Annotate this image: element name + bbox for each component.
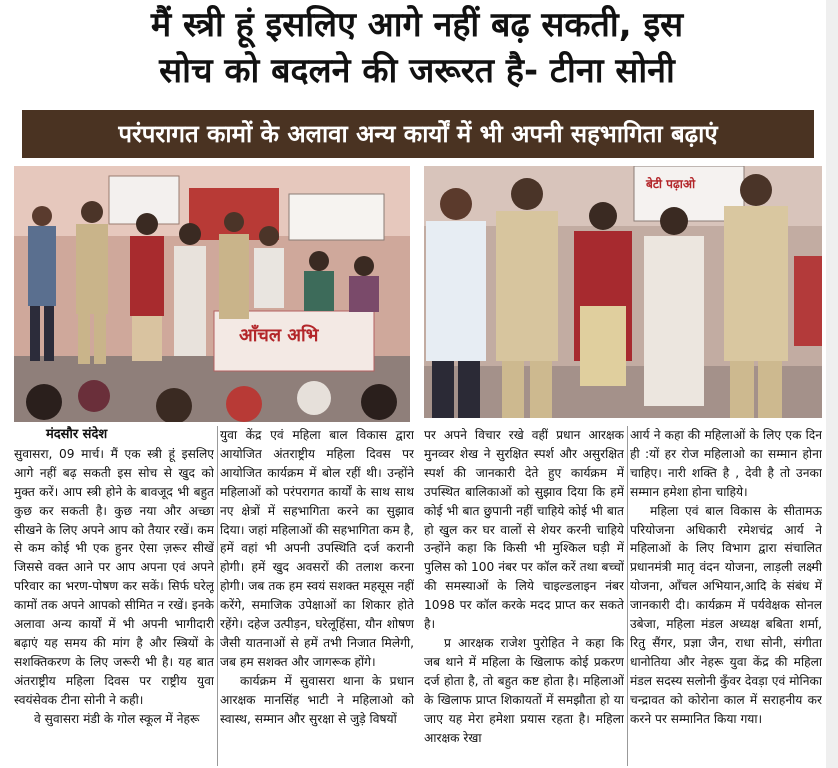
headline-line-2: सोच को बदलने की जरूरत है- टीना सोनी [159,51,675,91]
column-4-paragraph-2: महिला एवं बाल विकास के सीतामऊ परियोजना अधिकारी रमेशचंद्र आर्य ने महिलाओं के लिए विभाग द्वारा संचालित प्रधानमंत्री मातृ वंदन योजना, लाड़ली लक्ष्मी योजना, आँचल अभियान,आदि के संबंध में जानकारी दी। कार्यक्रम में पर्यवेक्षक सोनल उबेजा, महिला मंडल अध्यक्ष बबिता शर्मा, रितु सैंगर, प्रज्ञा जैन, राधा सोनी, संगीता धानोतिया और नेहरू युवा केंद्र की महिला मंडल सदस्य सलोनी कुँवर देवड़ा एवं मोनिका चन्द्रावत को कोरोना काल में सराहनीय कर करने पर सम्मानित किया गया। [630,503,822,726]
column-2-paragraph-2: कार्यक्रम में सुवासरा थाना के प्रधान आरक्षक मानसिंह भाटी ने महिलाओ को स्वास्थ, सम्मान और सुरक्षा से जुड़े विषयों [220,673,414,726]
event-photo-left [14,166,410,422]
column-divider [627,426,628,766]
article-subheadline: परंपरागत कामों के अलावा अन्य कार्यों में भी अपनी सहभागिता बढ़ाएं [22,110,814,158]
event-photo-right [424,166,822,418]
column-divider [217,426,218,766]
article-column-3 [424,426,624,766]
article-column-1 [14,426,214,766]
article-column-2 [220,426,414,766]
article-column-4 [630,426,822,766]
column-1-paragraph-1: सुवासरा, 09 मार्च। मैं एक स्त्री हूं इसलिए आगे नहीं बढ़ सकती इस सोच से खुद को मुक्त करें। आप स्त्री होने के बावजूद भी बहुत कुछ कर सकती है। कुछ नया और अच्छा सीखने के लिए अपने आप को तैयार रखें। कम से कम कोई भी एक हुनर ऐसा ज़रूर सीखें जिससे वक्त आने पर आप अपना एवं अपने परिवार का भरण-पोषण कर सकें। सिर्फ घरेलू कामों तक अपने आपको सीमित न रखें। इनके अलावा अन्य कार्यों में भी अपनी भागीदारी बढ़ाएं यह समय की मांग है और स्त्रियों के सशक्तिकरण के लिए जरूरी भी है। यह बात अंतराष्ट्रीय महिला दिवस पर राष्ट्रीय युवा स्वयंसेवक टीना सोनी ने कही। [14,446,214,707]
column-4-paragraph-1: आर्य ने कहा की महिलाओं के लिए एक दिन ही :यों हर रोज महिलाओ का सम्मान होना चाहिए। नारी शक्ति है , देवी है तो उनका सम्मान हमेशा होना चाहिये। [630,428,822,499]
article-headline [14,2,820,94]
event-photo-left-image [14,166,410,422]
column-2-paragraph-1: युवा केंद्र एवं महिला बाल विकास द्वारा आयोजित अंतराष्ट्रीय महिला दिवस पर आयोजित कार्यक्रम में बोल रहीं थी। उन्होंने महिलाओं को परंपरागत कार्यों के साथ साथ नए क्षेत्रों में सहभागिता करने का सुझाव दिया। जहां महिलाओं की सहभागिता कम है, हमें वहां भी अपनी उपस्थिति दर्ज करानी होगी। हमें खुद अवसरों की तलाश करना होगी। जब तक हम स्वयं सशक्त महसूस नहीं करेंगे, समाजिक उपेक्षाओं का शिकार होते रहेंगे। दहेज उत्पीड़न, घरेलूहिंसा, यौन शोषण जैसी यातनाओं से हमें तभी निजात मिलेगी, जब हम सशक्त और जागरूक होंगे। [220,428,414,669]
event-photo-right-image [424,166,822,418]
right-banner-text: बेटी पढ़ाओ [646,177,696,191]
headline-line-1: मैं स्त्री हूं इसलिए आगे नहीं बढ़ सकती, इस [150,5,684,45]
article-dateline: मंदसौर संदेश [46,427,108,442]
adjacent-page-edge [826,0,838,768]
column-3-paragraph-1: पर अपने विचार रखे वहीं प्रधान आरक्षक मुनव्वर शेख ने सुरक्षित स्पर्श और असुरक्षित स्पर्श की जानकारी देते हुए कार्यक्रम में उपस्थित बालिकाओं को सुझाव दिया कि हमें कोई भी बात छुपानी नहीं चाहिये कोई भी बात हो खुल कर घर वालों से शेयर करनी चाहिये उन्होंने कहा कि किसी भी मुश्किल घड़ी में पुलिस को 100 नंबर पर कॉल करें तथा बच्चों की समस्याओं के लिये चाइल्डलाइन नंबर 1098 पर कॉल करके मदद प्राप्त कर सकते है। [424,428,624,632]
left-banner-text: आँचल अभि [239,325,319,346]
column-3-paragraph-2: प्र आरक्षक राजेश पुरोहित ने कहा कि जब थाने में महिला के खिलाफ कोई प्रकरण दर्ज होता है, तो बहुत कष्ट होता है। महिलाओं के खिलाफ प्राप्त शिकायतों में समझौता हो या जाए यह मेरा हमेशा प्रयास रहता है। महिला आरक्षक रेखा [424,635,624,745]
column-1-paragraph-2: वे सुवासरा मंडी के गोल स्कूल में नेहरू [34,711,200,726]
